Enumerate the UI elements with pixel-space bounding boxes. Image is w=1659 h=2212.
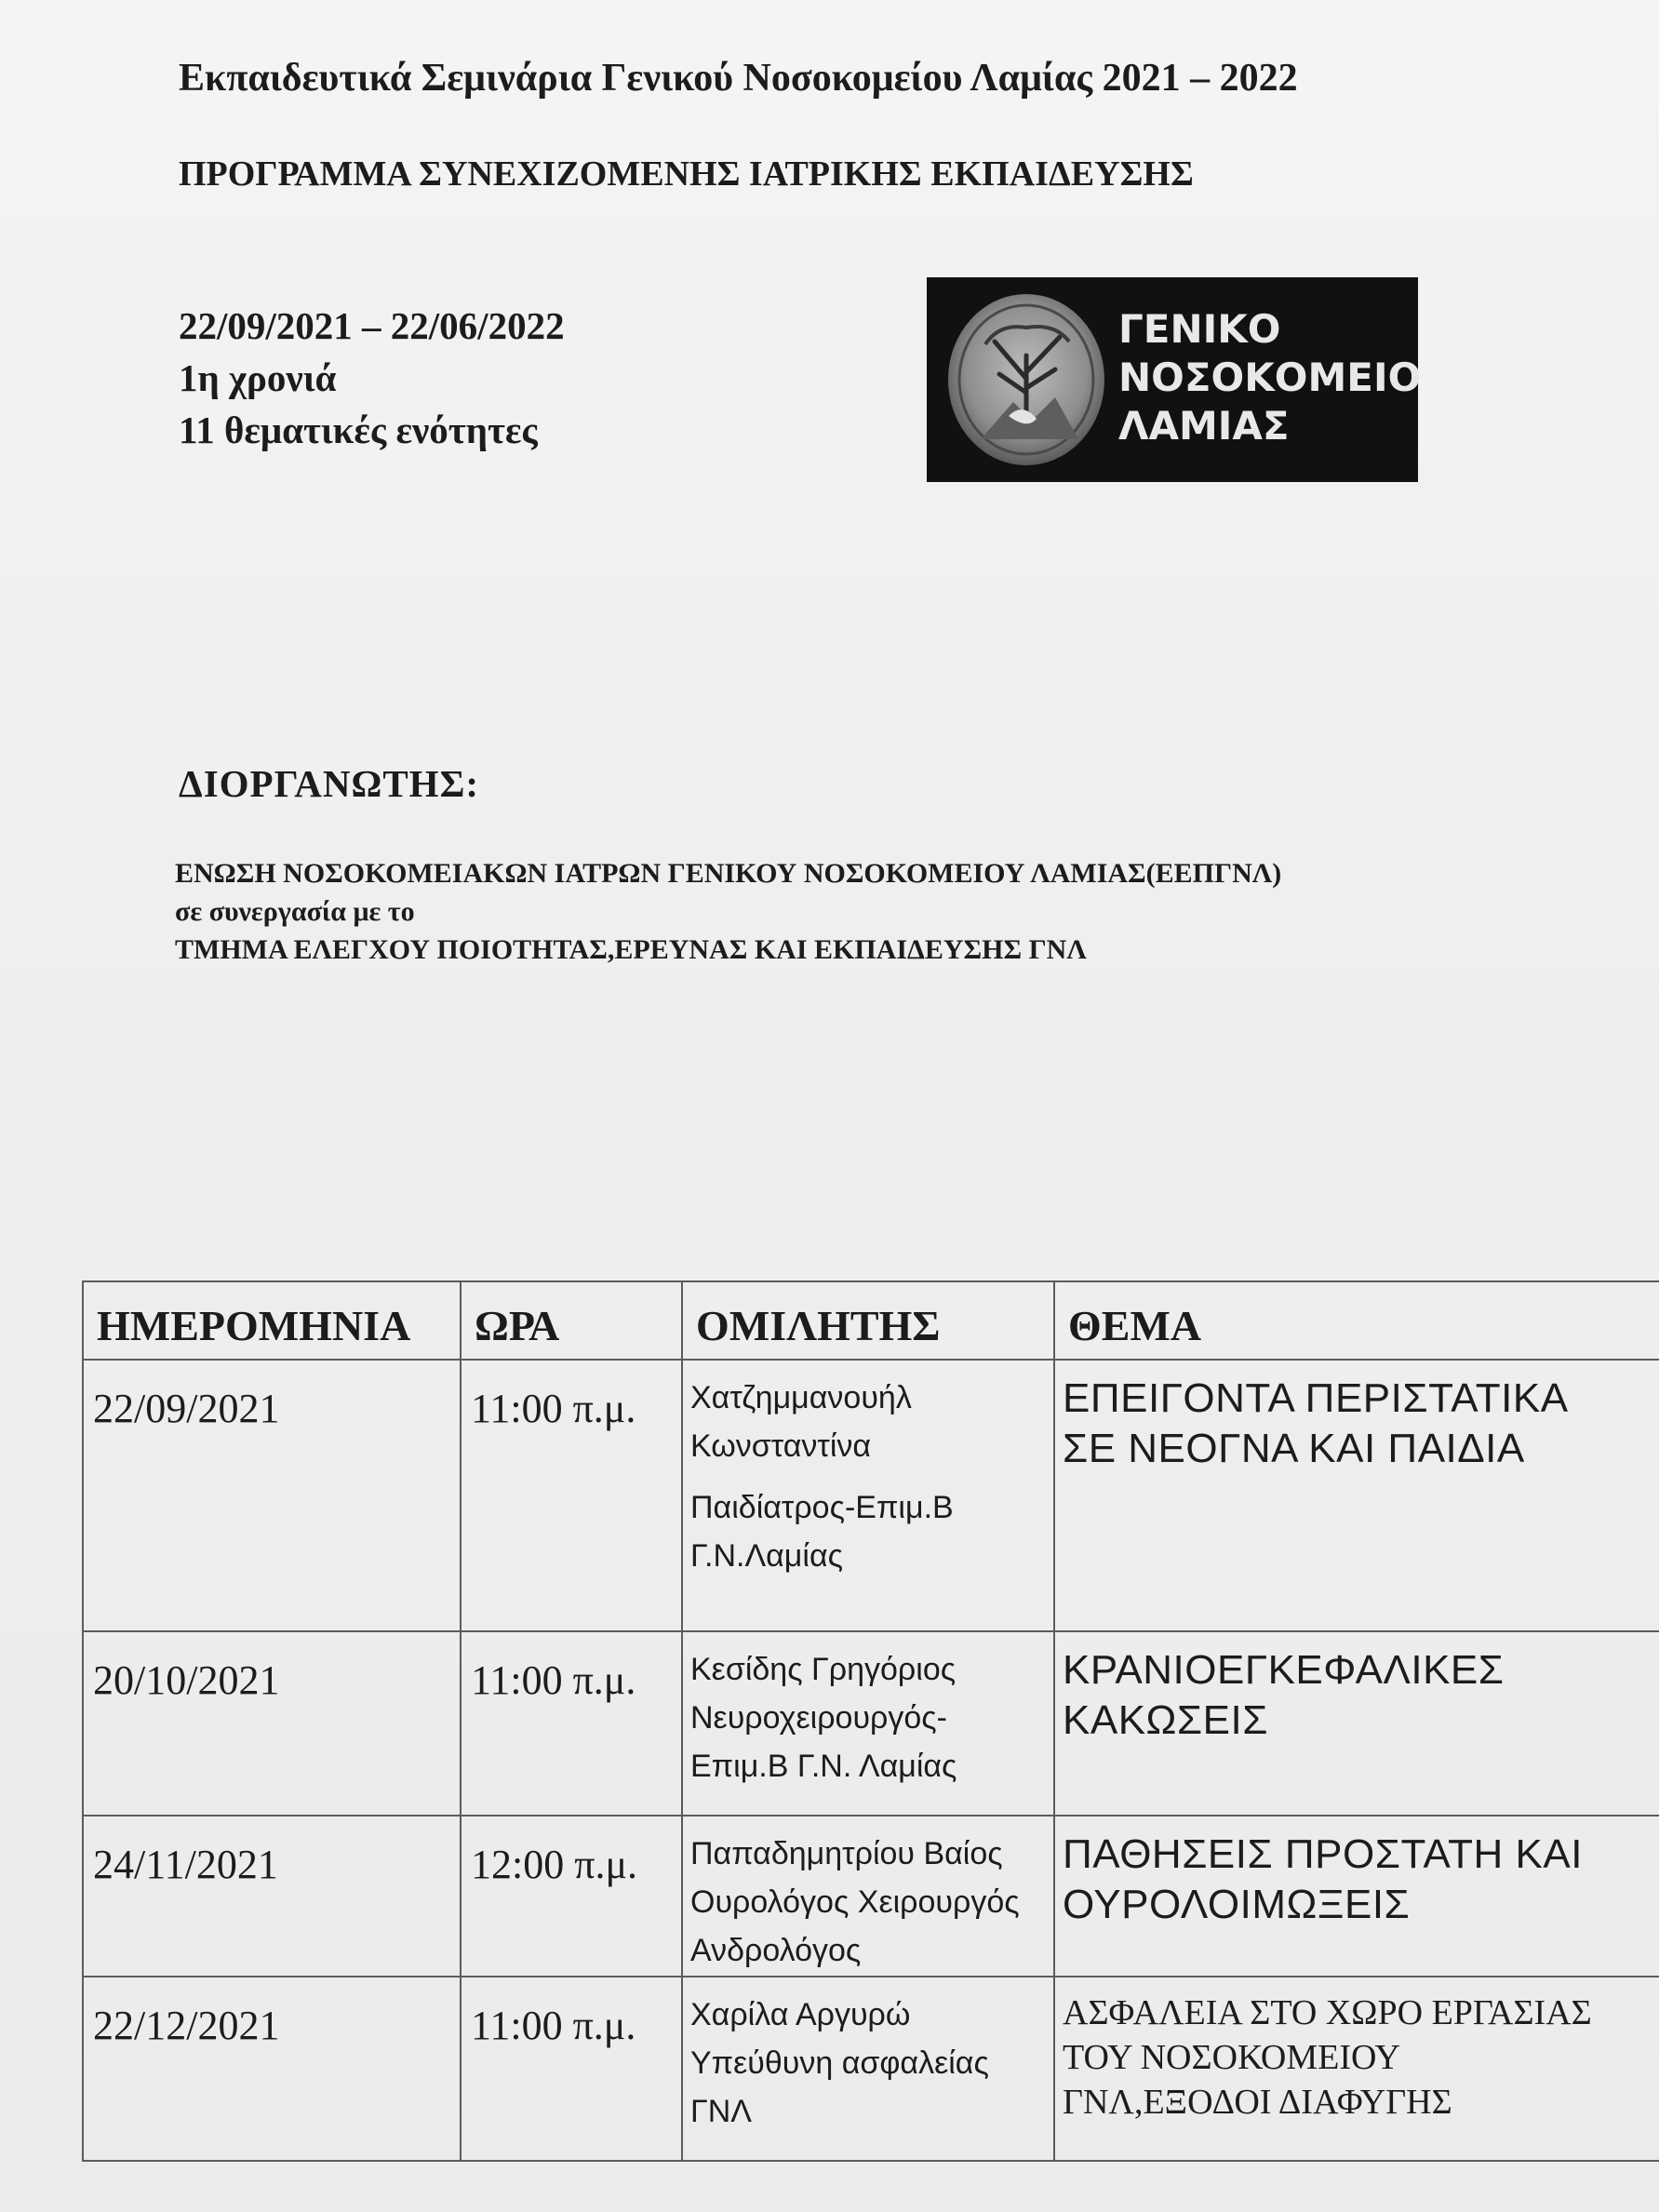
header-time: ΩΡΑ xyxy=(461,1281,682,1360)
table-row xyxy=(83,1816,1659,1977)
hospital-seal-icon xyxy=(943,290,1109,469)
speaker-line: Ουρολόγος Χειρουργός xyxy=(690,1884,1020,1920)
organizer-line-3: ΤΜΗΜΑ ΕΛΕΓΧΟΥ ΠΟΙΟΤΗΤΑΣ,ΕΡΕΥΝΑΣ ΚΑΙ ΕΚΠΑΙΔΕΥΣΗΣ ΓΝΛ xyxy=(175,934,1087,965)
speaker-line: Ανδρολόγος xyxy=(690,1933,862,1968)
table-header-row xyxy=(83,1281,1659,1360)
table-row xyxy=(83,1631,1659,1816)
schedule-table xyxy=(82,1280,1659,2162)
speaker-line: Γ.Ν.Λαμίας xyxy=(690,1538,843,1574)
organizer-label: ΔΙΟΡΓΑΝΩΤΗΣ: xyxy=(179,762,480,805)
speaker-line: Υπεύθυνη ασφαλείας xyxy=(690,2045,989,2081)
topic-line: ΣΕ ΝΕΟΓΝΑ ΚΑΙ ΠΑΙΔΙΑ xyxy=(1063,1426,1525,1471)
row-time: 12:00 π.μ. xyxy=(461,1816,682,1977)
program-meta xyxy=(179,300,565,456)
row-time: 11:00 π.μ. xyxy=(461,1360,682,1631)
topic-line: ΚΡΑΝΙΟΕΓΚΕΦΑΛΙΚΕΣ xyxy=(1063,1647,1505,1693)
row-date: 24/11/2021 xyxy=(83,1816,461,1977)
row-time: 11:00 π.μ. xyxy=(461,1631,682,1816)
topic-line: ΕΠΕΙΓΟΝΤΑ ΠΕΡΙΣΤΑΤΙΚΑ xyxy=(1063,1375,1569,1421)
row-date: 22/12/2021 xyxy=(83,1977,461,2161)
row-speaker xyxy=(682,1977,1054,2161)
organizer-info xyxy=(175,854,1281,969)
program-year: 1η χρονιά xyxy=(179,356,337,399)
organizer-line-2: σε συνεργασία με το xyxy=(175,896,415,927)
logo-line-1: ΓΕΝΙΚΟ xyxy=(1118,306,1281,352)
program-units: 11 θεματικές ενότητες xyxy=(179,409,538,451)
hospital-logo-text xyxy=(1118,305,1421,450)
logo-line-3: ΛΑΜΙΑΣ xyxy=(1118,403,1290,449)
row-speaker xyxy=(682,1631,1054,1816)
speaker-line: Επιμ.Β Γ.Ν. Λαμίας xyxy=(690,1749,957,1784)
row-date: 22/09/2021 xyxy=(83,1360,461,1631)
row-topic xyxy=(1054,1360,1659,1631)
speaker-line: Χαρίλα Αργυρώ xyxy=(690,1997,911,2032)
row-speaker xyxy=(682,1816,1054,1977)
row-topic xyxy=(1054,1816,1659,1977)
header-topic: ΘΕΜΑ xyxy=(1054,1281,1659,1360)
speaker-line: Κεσίδης Γρηγόριος xyxy=(690,1652,957,1687)
program-title: ΠΡΟΓΡΑΜΜΑ ΣΥΝΕΧΙΖΟΜΕΝΗΣ ΙΑΤΡΙΚΗΣ ΕΚΠΑΙΔΕΥΣΗΣ xyxy=(179,154,1194,194)
topic-line: ΑΣΦΑΛΕΙΑ ΣΤΟ ΧΩΡΟ ΕΡΓΑΣΙΑΣ xyxy=(1063,1993,1592,2032)
speaker-line: ΓΝΛ xyxy=(690,2094,752,2129)
row-speaker xyxy=(682,1360,1054,1631)
speaker-line: Κωνσταντίνα xyxy=(690,1428,872,1464)
row-date: 20/10/2021 xyxy=(83,1631,461,1816)
speaker-line: Παπαδημητρίου Βαίος xyxy=(690,1836,1003,1871)
speaker-line: Νευροχειρουργός- xyxy=(690,1700,948,1736)
header-date: ΗΜΕΡΟΜΗΝΙΑ xyxy=(83,1281,461,1360)
topic-line: ΚΑΚΩΣΕΙΣ xyxy=(1063,1697,1268,1743)
topic-line: ΓΝΛ,ΕΞΟΔΟΙ ΔΙΑΦΥΓΗΣ xyxy=(1063,2083,1452,2122)
table-row xyxy=(83,1360,1659,1631)
row-time: 11:00 π.μ. xyxy=(461,1977,682,2161)
table-row xyxy=(83,1977,1659,2161)
document-title: Εκπαιδευτικά Σεμινάρια Γενικού Νοσοκομείου Λαμίας 2021 – 2022 xyxy=(179,57,1298,100)
logo-line-2: ΝΟΣΟΚΟΜΕΙΟ xyxy=(1118,355,1422,400)
organizer-line-1: ΕΝΩΣΗ ΝΟΣΟΚΟΜΕΙΑΚΩΝ ΙΑΤΡΩΝ ΓΕΝΙΚΟΥ ΝΟΣΟΚΟΜΕΙΟΥ ΛΑΜΙΑΣ(ΕΕΠΓΝΛ) xyxy=(175,858,1282,889)
speaker-line: Χατζημμανουήλ xyxy=(690,1380,912,1415)
topic-line: ΠΑΘΗΣΕΙΣ ΠΡΟΣΤΑΤΗ ΚΑΙ xyxy=(1063,1831,1583,1877)
header-speaker: ΟΜΙΛΗΤΗΣ xyxy=(682,1281,1054,1360)
topic-line: ΤΟΥ ΝΟΣΟΚΟΜΕΙΟΥ xyxy=(1063,2038,1400,2077)
program-period: 22/09/2021 – 22/06/2022 xyxy=(179,304,565,347)
hospital-logo xyxy=(927,277,1422,482)
row-topic xyxy=(1054,1631,1659,1816)
topic-line: ΟΥΡΟΛΟΙΜΩΞΕΙΣ xyxy=(1063,1882,1411,1927)
speaker-line: Παιδίατρος-Επιμ.Β xyxy=(690,1490,954,1525)
row-topic xyxy=(1054,1977,1659,2161)
